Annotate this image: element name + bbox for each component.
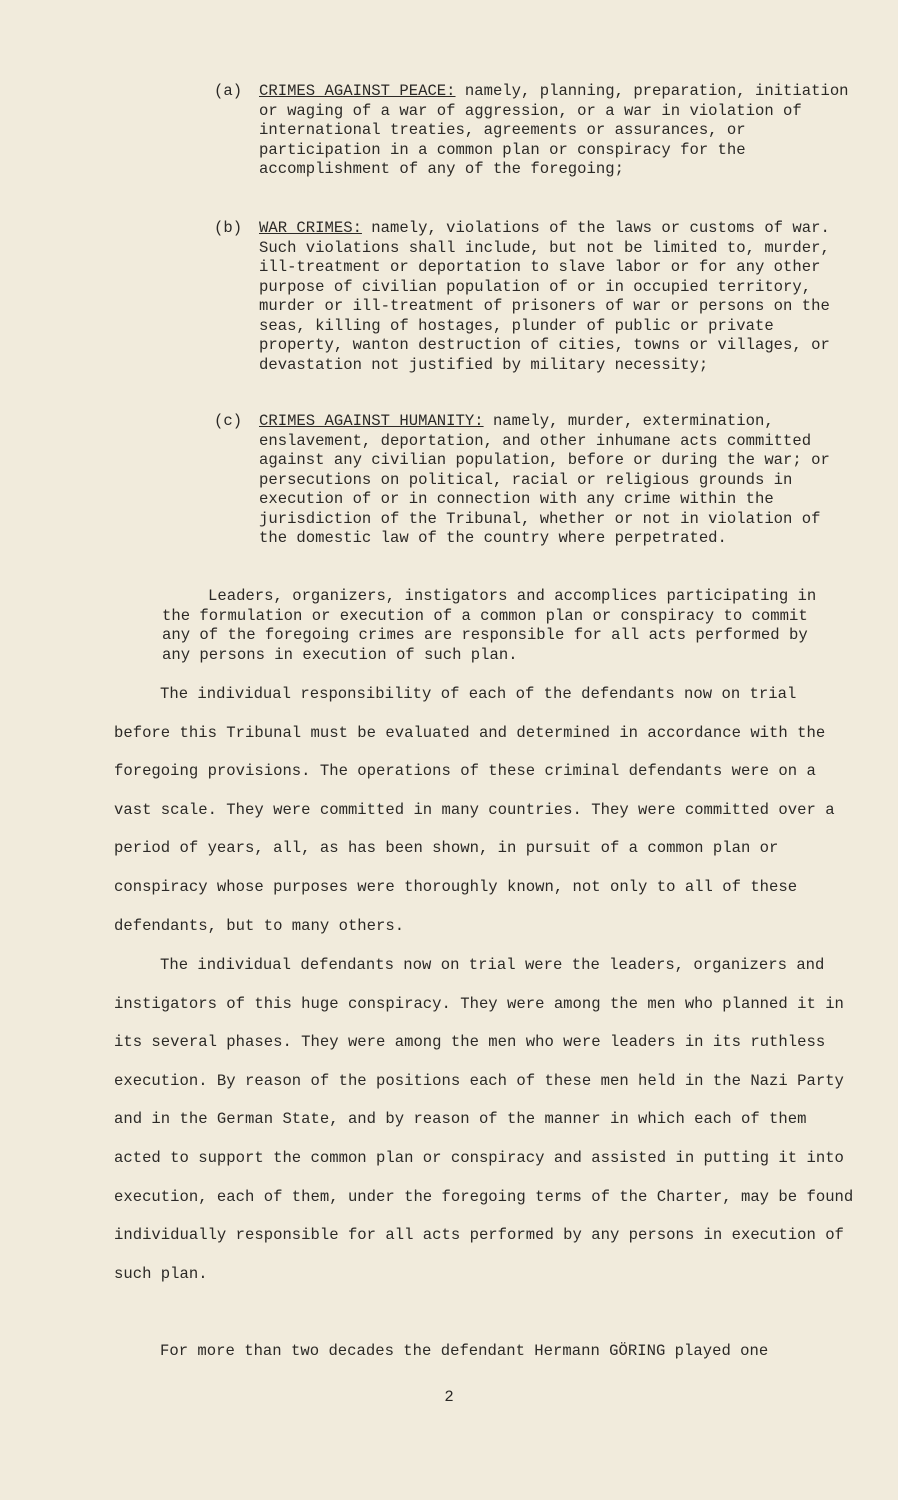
paragraph-text: For more than two decades the defendant Hermann GÖRING played one xyxy=(160,1342,769,1360)
crime-definition-b xyxy=(214,219,854,375)
crime-text: namely, planning, preparation, initiation or waging of a war of aggression, or a war in violation of international treaties, agreements or assurances, or participation in a common plan or conspiracy for the accomplishment of any of the foregoing; xyxy=(259,82,849,178)
leaders-text: Leaders, organizers, instigators and accomplices participating in the formulation or execution of a common plan or conspiracy to commit any of the foregoing crimes are responsible for all acts performed by any persons in execution of such plan. xyxy=(162,587,817,664)
item-letter: (b) xyxy=(214,219,243,237)
item-letter: (c) xyxy=(214,412,243,430)
paragraph-text: The individual defendants now on trial were the leaders, organizers and instigators of this huge conspiracy. They were among the men who planned it in its several phases. They were among the men who were leaders in its ruthless execution. By reason of the positions each of these men held in the Nazi Party and in the German State, and by reason of the manner in which each of them acted to support the common plan or conspiracy and assisted in putting it into execution, each of them, under the foregoing terms of the Charter, may be found individually responsible for all acts performed by any persons in execution of such plan. xyxy=(114,956,854,1283)
item-letter: (a) xyxy=(214,82,243,100)
body-paragraph-responsibility xyxy=(114,675,854,945)
paragraph-text: The individual responsibility of each of the defendants now on trial before this Tribunal must be evaluated and determined in accordance with the foregoing provisions. The operations of these criminal defendants were on a vast scale. They were committed in many countries. They were committed over a period of years, all, as has been shown, in pursuit of a common plan or conspiracy whose purposes were thoroughly known, not only to all of these defendants, but to many others. xyxy=(114,685,835,935)
page-number: 2 xyxy=(444,1388,454,1406)
crime-text: namely, violations of the laws or customs of war. Such violations shall include, but not be limited to, murder, ill-treatment or deportation to slave labor or for any other purpose of civilian population of or in occupied territory, murder or ill-treatment of prisoners of war or persons on the seas, killing of hostages, plunder of public or private property, wanton destruction of cities, towns or villages, or devastation not justified by military necessity; xyxy=(259,219,830,374)
crime-heading: CRIMES AGAINST PEACE: xyxy=(259,82,456,100)
leaders-paragraph xyxy=(162,587,842,665)
crime-definition-a xyxy=(214,82,854,180)
crime-heading: WAR CRIMES: xyxy=(259,219,362,237)
body-paragraph-defendants xyxy=(114,946,854,1293)
crime-heading: CRIMES AGAINST HUMANITY: xyxy=(259,412,484,430)
body-paragraph-goring xyxy=(114,1332,854,1371)
crime-text: namely, murder, extermination, enslavement, deportation, and other inhumane acts committed against any civilian population, before or during the war; or persecutions on political, racial or religious grounds in execution of or in connection with any crime within the jurisdiction of the Tribunal, whether or not in violation of the domestic law of the country where perpetrated. xyxy=(259,412,830,547)
crime-definition-c xyxy=(214,412,854,549)
